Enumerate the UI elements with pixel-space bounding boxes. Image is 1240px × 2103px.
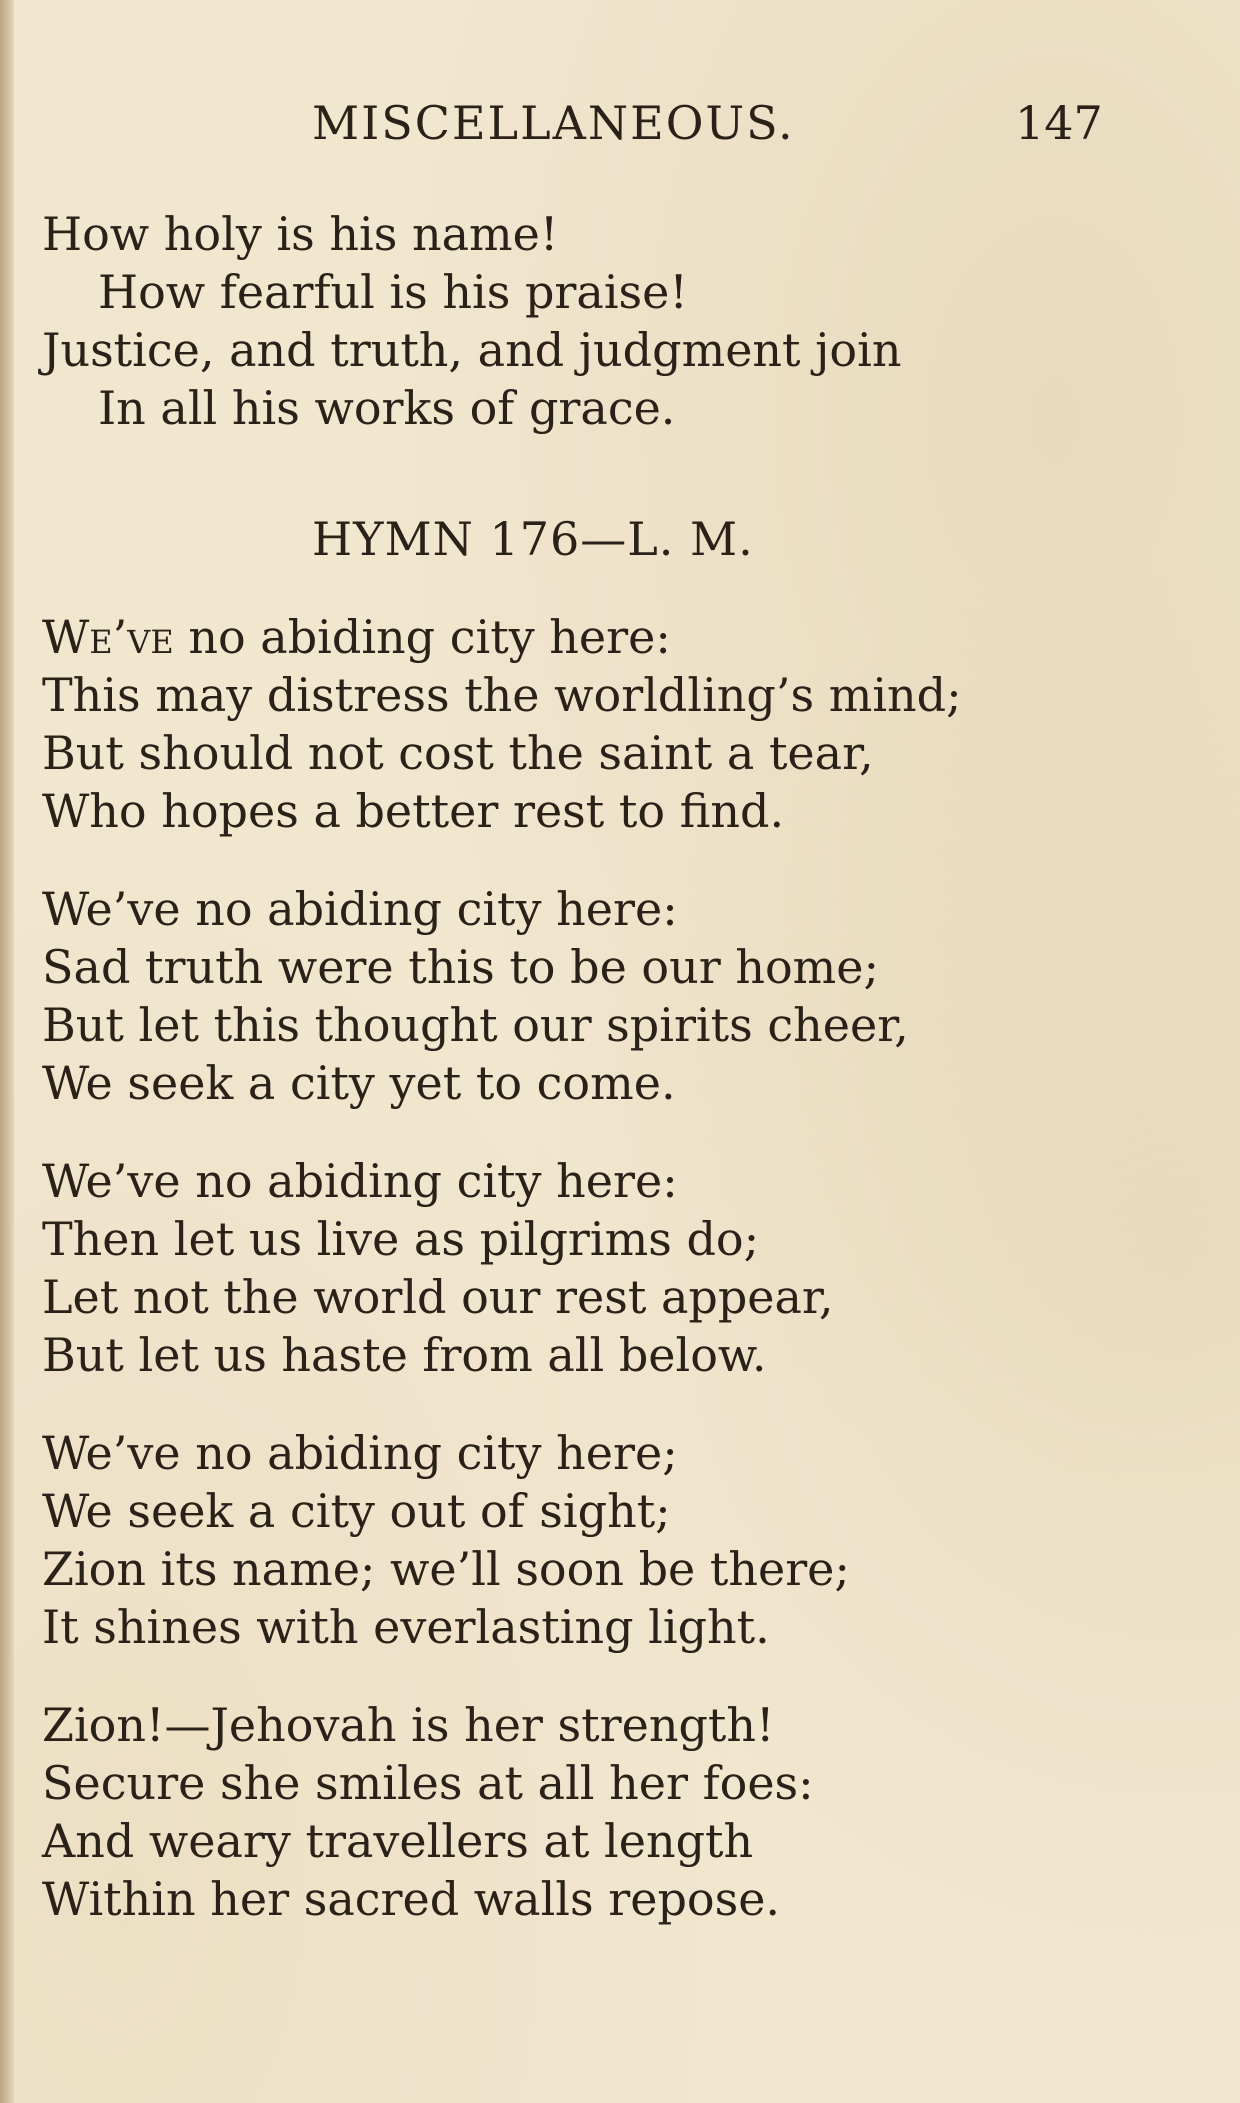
verse-line: We’ve no abiding city here:: [42, 882, 678, 936]
verse-line: Let not the world our rest appear,: [42, 1270, 834, 1324]
verse-line: Secure she smiles at all her foes:: [42, 1756, 814, 1810]
verse-line: Sad truth were this to be our home;: [42, 940, 880, 994]
running-head: MISCELLANEOUS.: [312, 96, 795, 150]
verse-line: But let us haste from all below.: [42, 1328, 767, 1382]
previous-hymn-ending: [42, 205, 1162, 437]
verse-line-rest: no abiding city here:: [173, 610, 671, 664]
verse-line: Zion its name; we’ll soon be there;: [42, 1542, 850, 1596]
verse-line: How holy is his name!: [42, 207, 559, 261]
page-number: 147: [1015, 96, 1103, 150]
verse-line: And weary travellers at length: [42, 1814, 754, 1868]
verse-line: This may distress the worldling’s mind;: [42, 668, 962, 722]
verse-line: Who hopes a better rest to find.: [42, 784, 785, 838]
stanza-1: [42, 608, 1162, 840]
stanza-4: [42, 1424, 1162, 1656]
verse-line: How fearful is his praise!: [98, 265, 688, 319]
stanza-2: [42, 880, 1162, 1112]
verse-line: In all his works of grace.: [98, 381, 676, 435]
verse-line: We seek a city yet to come.: [42, 1056, 676, 1110]
verse-line: But should not cost the saint a tear,: [42, 726, 874, 780]
page-header: [0, 88, 1240, 158]
stanza-3: [42, 1152, 1162, 1384]
verse-line: Zion!—Jehovah is her strength!: [42, 1698, 775, 1752]
verse-line: [42, 608, 1162, 666]
drop-word: We’ve: [42, 610, 174, 664]
verse-line: We’ve no abiding city here;: [42, 1426, 678, 1480]
verse-line: But let this thought our spirits cheer,: [42, 998, 909, 1052]
verse-line: Justice, and truth, and judgment join: [42, 323, 902, 377]
verse-line: Within her sacred walls repose.: [42, 1872, 781, 1926]
hymn-title: HYMN 176—L. M.: [312, 512, 754, 566]
verse-line: We seek a city out of sight;: [42, 1484, 671, 1538]
page-gutter: [0, 0, 14, 2103]
verse-line: We’ve no abiding city here:: [42, 1154, 678, 1208]
stanza-5: [42, 1696, 1162, 1928]
verse-line: It shines with everlasting light.: [42, 1600, 770, 1654]
verse-line: Then let us live as pilgrims do;: [42, 1212, 760, 1266]
